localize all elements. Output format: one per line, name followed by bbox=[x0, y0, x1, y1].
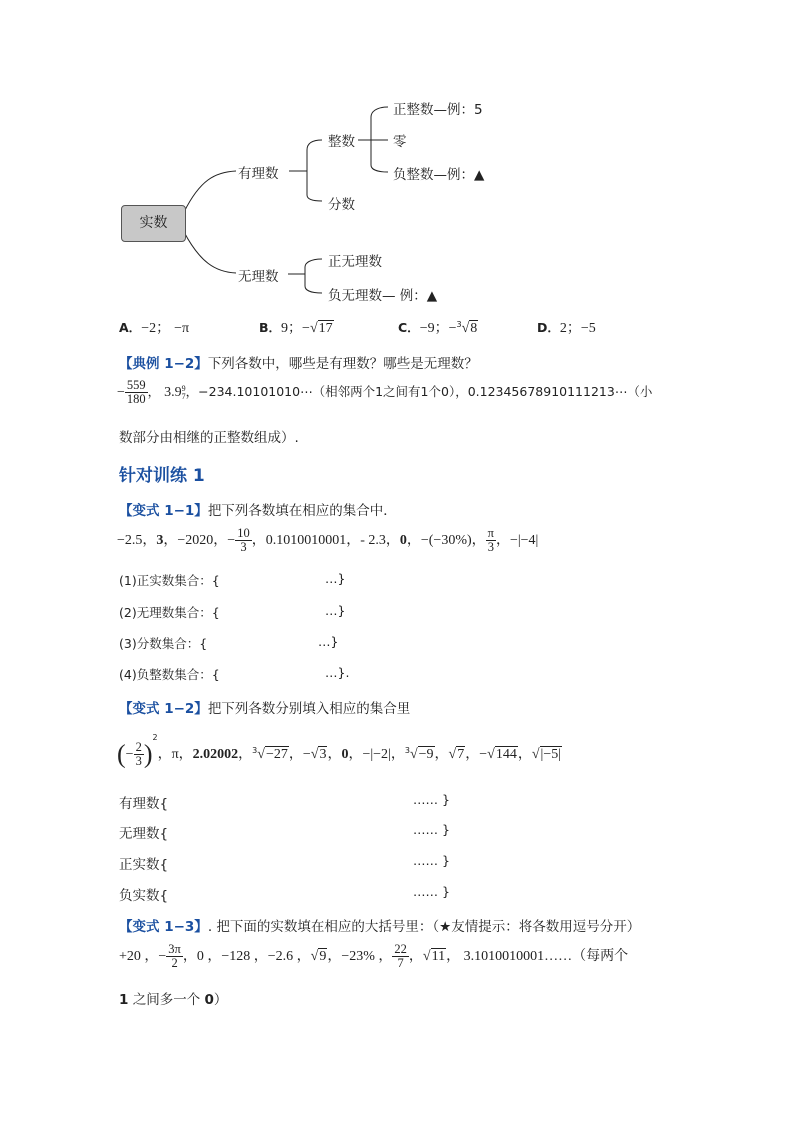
minus: − bbox=[125, 747, 134, 762]
option-a-text: −2； bbox=[141, 321, 171, 336]
num-bold: 2.02002 bbox=[192, 747, 239, 762]
variant-1-3-tag: 【变式 1−3】 bbox=[119, 919, 208, 935]
num-text: ， bbox=[434, 747, 449, 762]
option-b: B．9；−√17 bbox=[259, 320, 333, 336]
text: 之间多一个 bbox=[128, 992, 205, 1008]
set-rational: 有理数{ bbox=[119, 796, 169, 812]
node-fraction: 分数 bbox=[328, 197, 355, 213]
text: ） bbox=[213, 992, 228, 1008]
example-1-2-tag: 【典例 1−2】 bbox=[119, 356, 208, 372]
repeating-sub: 7 bbox=[181, 391, 186, 401]
node-irrational: 无理数 bbox=[238, 269, 279, 285]
set-irrational-2-end: …… } bbox=[413, 822, 450, 837]
fraction-3pi-2: $\frac{3\pi}{2}$ bbox=[168, 942, 181, 971]
radicand: 144 bbox=[495, 747, 517, 762]
option-a bbox=[119, 317, 189, 337]
node-positive-integer-label: 正整数 bbox=[393, 102, 434, 118]
option-a-label: A． bbox=[119, 320, 142, 335]
option-c-text: −9；− bbox=[419, 321, 457, 336]
variant-1-2-title bbox=[119, 697, 410, 717]
node-negative-integer-label: 负整数 bbox=[393, 167, 434, 183]
variant-1-1-numbers bbox=[117, 527, 538, 554]
radicand: |−5| bbox=[540, 747, 562, 762]
num-text: ，−(−30%)， bbox=[406, 533, 486, 549]
separator: ， bbox=[147, 384, 161, 400]
num-text: ，−23% ， bbox=[327, 949, 393, 965]
set-positive-real-2: 正实数{ bbox=[119, 857, 169, 873]
num-bold: 3 bbox=[156, 533, 164, 549]
set-negative-real: 负实数{ bbox=[119, 888, 169, 904]
option-c-index: 3 bbox=[456, 319, 462, 329]
option-d-text: 2；−5 bbox=[559, 321, 596, 336]
set-negative-real-end: …… } bbox=[413, 884, 450, 899]
num-text: ， bbox=[327, 747, 342, 762]
num-text: −2.5， bbox=[117, 533, 157, 549]
radicand: 11 bbox=[431, 949, 446, 965]
set-irrational: (2)无理数集合：{ bbox=[119, 605, 220, 620]
node-integer: 整数 bbox=[328, 134, 355, 150]
set-fraction: (3)分数集合：{ bbox=[119, 636, 208, 651]
option-c: C．−9；−$^3$√8 bbox=[398, 319, 478, 336]
variant-1-1-prompt: 把下列各数填在相应的集合中． bbox=[207, 503, 397, 519]
variant-1-1-tag: 【变式 1−1】 bbox=[119, 503, 208, 519]
node-zero: 零 bbox=[393, 134, 407, 150]
num-text: +20 ，− bbox=[119, 949, 167, 965]
num-text: ，−2020，− bbox=[163, 533, 236, 549]
node-negative-irrational bbox=[328, 284, 437, 304]
root-index: 3 bbox=[252, 745, 258, 755]
set-rational-end: …… } bbox=[413, 792, 450, 807]
set-irrational-2: 无理数{ bbox=[119, 826, 169, 842]
set-fraction-end: …} bbox=[318, 634, 339, 649]
root-node-real-numbers: 实数 bbox=[121, 205, 186, 242]
paren-open: ( bbox=[117, 739, 126, 769]
root-index: 3 bbox=[404, 745, 410, 755]
fraction-pi-3: $\frac{\pi}{3}$ bbox=[487, 526, 494, 555]
node-negative-integer bbox=[393, 163, 484, 183]
radicand: 9 bbox=[319, 949, 327, 965]
set-negative-integer-end: …}. bbox=[325, 665, 350, 680]
example-positive-integer: —例：5 bbox=[433, 102, 483, 118]
set-irrational-end: …} bbox=[325, 603, 346, 618]
num-bold: 1 bbox=[119, 992, 129, 1008]
variant-1-3-prompt: . 把下面的实数填在相应的大括号里：（★友情提示：将各数用逗号分开） bbox=[207, 919, 641, 935]
exponent: 2 bbox=[152, 733, 158, 742]
repeating-decimal: 3.9 bbox=[164, 385, 182, 401]
example-1-2-rest: ，−234.10101010⋯（相邻两个1之间有1个0），0.12345678910111213⋯（小 bbox=[185, 384, 653, 400]
paren-close: ) bbox=[143, 739, 153, 769]
radicand: −9 bbox=[418, 747, 434, 762]
option-a-math: −π bbox=[174, 321, 190, 336]
num-text: ，− bbox=[465, 747, 488, 762]
example-negative-irrational: — 例：▲ bbox=[382, 288, 438, 304]
fraction-10-3: $\frac{10}{3}$ bbox=[237, 526, 250, 555]
example-negative-integer: —例：▲ bbox=[433, 167, 485, 183]
num-text: ， bbox=[238, 747, 253, 762]
set-positive-real: (1)正实数集合：{ bbox=[119, 573, 220, 588]
fraction-2-3: $\frac{2}{3}$ bbox=[135, 739, 142, 768]
num-text: ， bbox=[517, 747, 532, 762]
num-bold: 0 bbox=[341, 747, 349, 762]
classification-tree-lines bbox=[0, 0, 794, 320]
node-positive-irrational: 正无理数 bbox=[328, 254, 382, 270]
node-rational: 有理数 bbox=[238, 166, 279, 182]
example-1-2-question: 下列各数中，哪些是有理数？哪些是无理数？ bbox=[207, 356, 478, 372]
num-bold: 0 bbox=[204, 992, 214, 1008]
option-c-radicand: 8 bbox=[470, 321, 478, 336]
set-positive-real-end: …} bbox=[325, 571, 346, 586]
node-negative-irrational-label: 负无理数 bbox=[328, 288, 382, 304]
radicand: 3 bbox=[319, 747, 327, 762]
num-text: ， 3.1010010001……（每两个 bbox=[446, 949, 629, 965]
fraction-22-7: $\frac{22}{7}$ bbox=[394, 942, 407, 971]
option-b-text: 9；− bbox=[281, 321, 310, 336]
num-bold: 0 bbox=[399, 533, 407, 549]
variant-1-3-line2 bbox=[119, 988, 227, 1008]
num-text: ，−|−2|， bbox=[348, 747, 405, 762]
repeating-sup: 9 bbox=[181, 384, 186, 394]
num-text: ，0 ，−128 ，−2.6 ， bbox=[182, 949, 311, 965]
fraction-559-180: $\frac{559}{180}$ bbox=[126, 378, 146, 407]
set-negative-integer: (4)负整数集合：{ bbox=[119, 667, 220, 682]
option-c-label: C． bbox=[398, 320, 420, 335]
option-d-label: D． bbox=[537, 320, 560, 335]
variant-1-3-numbers: +20 ，− $\frac{3\pi}{2}$ ，0 ，−128 ，−2.6 ，√9，−23% ， $\frac{22}{7}$ ，√11， 3.1010010001……（每两个 bbox=[119, 942, 629, 971]
set-positive-real-2-end: …… } bbox=[413, 853, 450, 868]
radicand: 7 bbox=[457, 747, 465, 762]
num-text: ，π， bbox=[157, 747, 193, 762]
radicand: −27 bbox=[265, 747, 288, 762]
variant-1-3-title bbox=[119, 915, 640, 935]
num-text: ，0.1010010001，- 2.3， bbox=[251, 533, 400, 549]
variant-1-1-title bbox=[119, 499, 397, 519]
option-b-label: B． bbox=[259, 320, 282, 335]
variant-1-2-numbers: (− $\frac{2}{3}$ )$^2$，π，2.02002，$^3$√−27，−√3，0，−|−2|，$^3$√−9，√7，−√144，√|−5| bbox=[117, 733, 562, 769]
variant-1-2-prompt: 把下列各数分别填入相应的集合里 bbox=[207, 701, 411, 717]
option-b-radicand: 17 bbox=[318, 321, 333, 336]
num-text: ， bbox=[408, 949, 423, 965]
num-text: ，− bbox=[288, 747, 311, 762]
training-heading: 针对训练 1 bbox=[119, 466, 205, 486]
num-text: ，−|−4| bbox=[495, 533, 539, 549]
example-1-2-numbers: − $\frac{559}{180}$ ， 3.9 9 7 ，−234.10101010⋯（相邻两个1之间有1个0），0.12345678910111213⋯（小 bbox=[117, 378, 653, 407]
example-1-2-title bbox=[119, 352, 478, 372]
node-positive-integer bbox=[393, 98, 483, 118]
option-d bbox=[537, 317, 596, 337]
example-1-2-line2: 数部分由相继的正整数组成）. bbox=[119, 430, 299, 446]
variant-1-2-tag: 【变式 1−2】 bbox=[119, 701, 208, 717]
